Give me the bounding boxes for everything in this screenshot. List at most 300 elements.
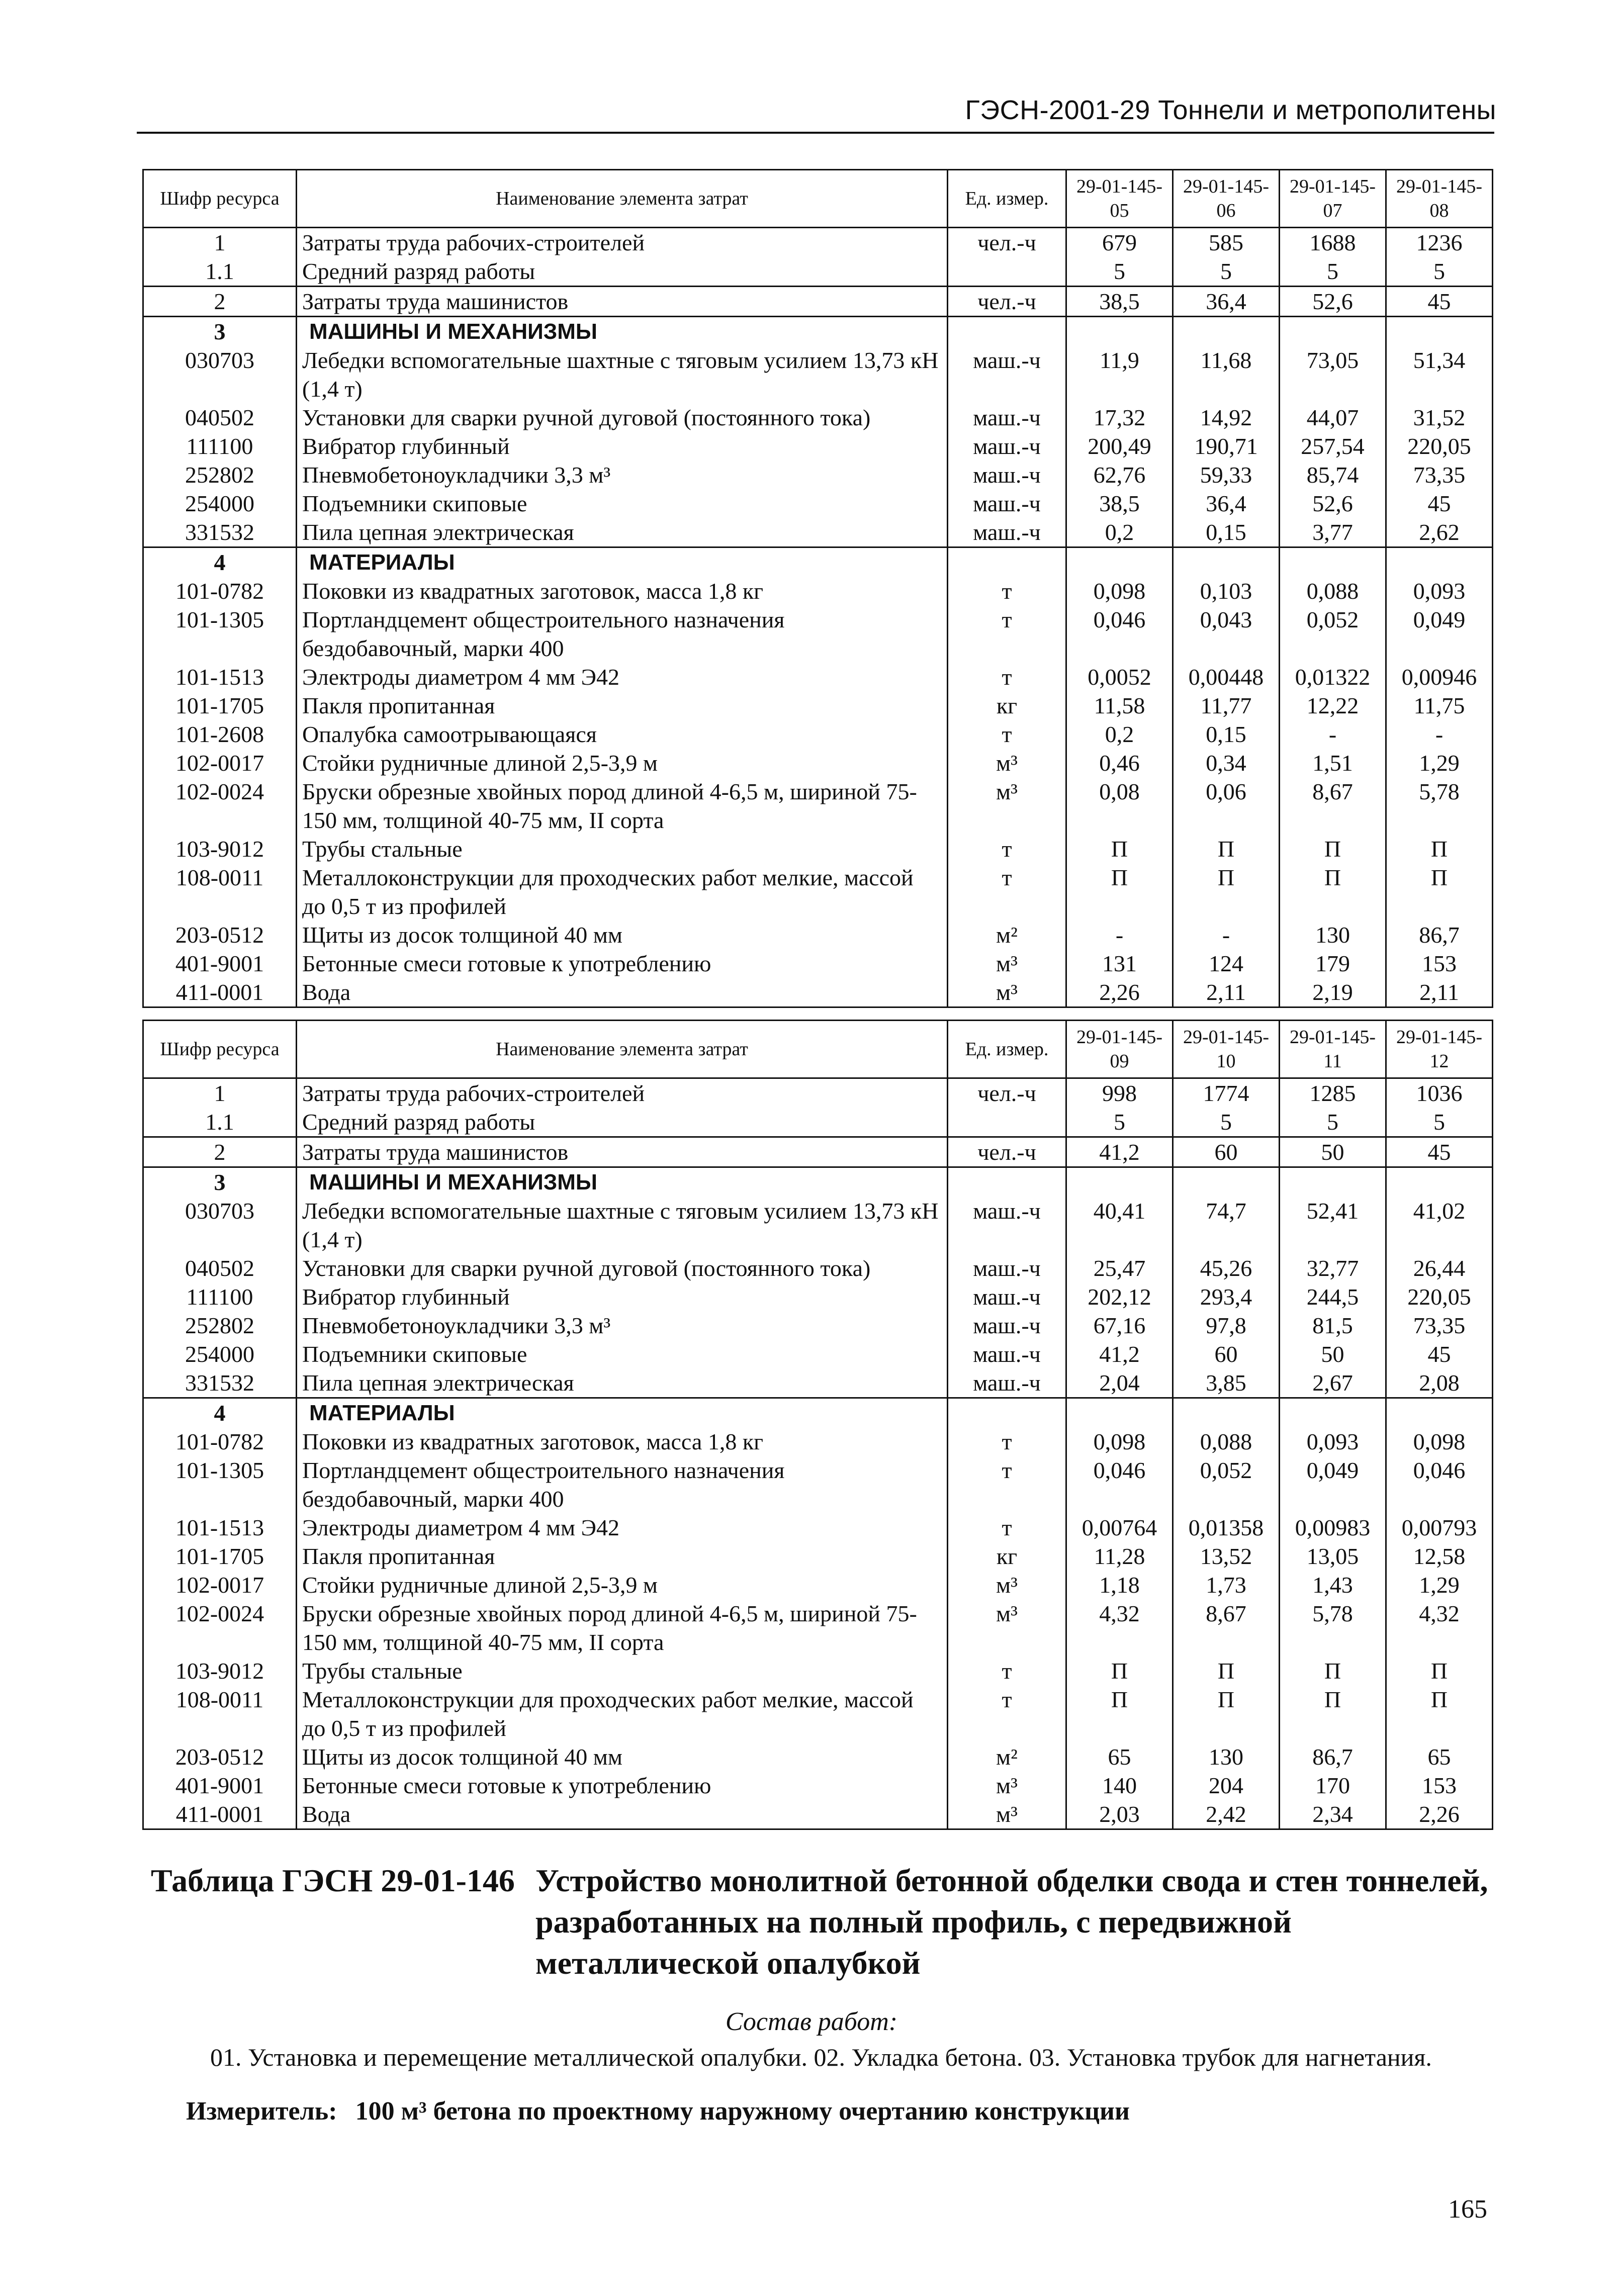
value-cell: 0,15	[1173, 720, 1280, 749]
table-row	[143, 720, 1493, 749]
resource-code-cell: 101-2608	[143, 720, 297, 749]
table-row	[143, 577, 1493, 605]
value-cell: 41,2	[1066, 1340, 1173, 1368]
unit-cell: чел.-ч	[948, 1078, 1066, 1108]
unit-cell	[948, 547, 1066, 577]
value-cell: 0,093	[1280, 1427, 1386, 1456]
table-row	[143, 1456, 1493, 1513]
table-row	[143, 863, 1493, 921]
element-name-cell: Портландцемент общестроительного назначения бездобавочный, марки 400	[297, 605, 948, 663]
value-cell: 4,32	[1066, 1599, 1173, 1657]
table-row	[143, 287, 1493, 317]
value-cell	[1386, 1398, 1493, 1428]
resource-code-cell: 101-1305	[143, 605, 297, 663]
unit-cell: м³	[948, 1599, 1066, 1657]
unit-cell: чел.-ч	[948, 1137, 1066, 1167]
table-row	[143, 1542, 1493, 1571]
resource-code-cell: 2	[143, 1137, 297, 1167]
value-cell: 0,2	[1066, 518, 1173, 547]
unit-cell: кг	[948, 1542, 1066, 1571]
value-cell	[1280, 1167, 1386, 1197]
value-cell: -	[1066, 921, 1173, 949]
value-cell: 8,67	[1173, 1599, 1280, 1657]
value-cell: 52,6	[1280, 489, 1386, 518]
resource-code-cell: 254000	[143, 1340, 297, 1368]
resource-code-cell: 331532	[143, 518, 297, 547]
resource-code-cell: 3	[143, 1167, 297, 1197]
value-cell: 12,22	[1280, 691, 1386, 720]
value-cell: 25,47	[1066, 1254, 1173, 1282]
resource-code-cell: 1.1	[143, 257, 297, 287]
value-cell: -	[1173, 921, 1280, 949]
value-cell: 38,5	[1066, 489, 1173, 518]
element-name-cell: Электроды диаметром 4 мм Э42	[297, 663, 948, 691]
value-cell: 1,51	[1280, 749, 1386, 777]
value-cell: П	[1173, 1657, 1280, 1685]
value-cell: 220,05	[1386, 432, 1493, 461]
value-cell: 0,052	[1173, 1456, 1280, 1513]
value-cell: 2,62	[1386, 518, 1493, 547]
value-cell: 140	[1066, 1771, 1173, 1800]
value-cell	[1173, 1398, 1280, 1428]
value-cell: 2,26	[1386, 1800, 1493, 1829]
element-name-cell: Установки для сварки ручной дуговой (постоянного тока)	[297, 403, 948, 432]
value-cell: 1,73	[1173, 1571, 1280, 1599]
unit-cell: т	[948, 605, 1066, 663]
table-row	[143, 346, 1493, 403]
table-row	[143, 1197, 1493, 1254]
value-cell: 0,46	[1066, 749, 1173, 777]
unit-cell: т	[948, 720, 1066, 749]
element-name-cell: Лебедки вспомогательные шахтные с тяговым усилием 13,73 кН (1,4 т)	[297, 1197, 948, 1254]
unit-cell: м³	[948, 777, 1066, 835]
value-cell: 74,7	[1173, 1197, 1280, 1254]
table-header-row	[143, 1021, 1493, 1078]
value-cell: 31,52	[1386, 403, 1493, 432]
value-cell: 81,5	[1280, 1311, 1386, 1340]
value-cell: 97,8	[1173, 1311, 1280, 1340]
value-cell: 26,44	[1386, 1254, 1493, 1282]
value-cell: 0,098	[1066, 1427, 1173, 1456]
table-row	[143, 1800, 1493, 1829]
unit-cell: т	[948, 1427, 1066, 1456]
value-cell: П	[1066, 835, 1173, 863]
value-cell: 0,01322	[1280, 663, 1386, 691]
value-cell: 41,02	[1386, 1197, 1493, 1254]
value-cell: 11,75	[1386, 691, 1493, 720]
value-cell	[1386, 547, 1493, 577]
value-cell: 36,4	[1173, 489, 1280, 518]
section-row	[143, 547, 1493, 577]
unit-cell: маш.-ч	[948, 461, 1066, 489]
value-cell: 244,5	[1280, 1282, 1386, 1311]
element-name-cell: Вибратор глубинный	[297, 432, 948, 461]
header-rule	[137, 132, 1494, 134]
value-cell	[1066, 1167, 1173, 1197]
value-cell: 0,043	[1173, 605, 1280, 663]
value-cell: 11,77	[1173, 691, 1280, 720]
value-cell: 73,35	[1386, 1311, 1493, 1340]
unit-cell: м³	[948, 978, 1066, 1007]
value-cell	[1386, 317, 1493, 346]
element-name-cell: Подъемники скиповые	[297, 489, 948, 518]
resource-code-cell: 2	[143, 287, 297, 317]
value-cell: 0,00448	[1173, 663, 1280, 691]
value-cell: П	[1280, 1657, 1386, 1685]
table-row	[143, 835, 1493, 863]
unit-cell: маш.-ч	[948, 1254, 1066, 1282]
col-norm-header: 29-01-145-05	[1066, 170, 1173, 228]
table-row	[143, 489, 1493, 518]
element-name-cell: Затраты труда рабочих-строителей	[297, 1078, 948, 1108]
value-cell: 0,0052	[1066, 663, 1173, 691]
resource-code-cell: 108-0011	[143, 1685, 297, 1742]
value-cell: 190,71	[1173, 432, 1280, 461]
value-cell	[1173, 1167, 1280, 1197]
value-cell: П	[1386, 1657, 1493, 1685]
col-name-header: Наименование элемента затрат	[297, 170, 948, 228]
value-cell: 130	[1173, 1742, 1280, 1771]
resource-table-145-05-08	[142, 169, 1493, 1008]
value-cell: 0,2	[1066, 720, 1173, 749]
element-name-cell: Поковки из квадратных заготовок, масса 1,8 кг	[297, 1427, 948, 1456]
running-header: ГЭСН-2001-29 Тоннели и метрополитены	[965, 95, 1496, 125]
table-row	[143, 1657, 1493, 1685]
value-cell: 202,12	[1066, 1282, 1173, 1311]
value-cell: П	[1066, 1657, 1173, 1685]
value-cell: П	[1173, 1685, 1280, 1742]
table-row	[143, 949, 1493, 978]
value-cell: 38,5	[1066, 287, 1173, 317]
table-title-text: Устройство монолитной бетонной обделки свода и стен тоннелей, разработанных на полный профиль, с передвижной металлической опалубкой	[535, 1863, 1488, 1981]
unit-cell	[948, 257, 1066, 287]
col-code-header: Шифр ресурса	[143, 1021, 297, 1078]
value-cell	[1280, 547, 1386, 577]
unit-cell: т	[948, 1657, 1066, 1685]
resource-code-cell: 030703	[143, 346, 297, 403]
works-description: 01. Установка и перемещение металлической опалубки. 02. Укладка бетона. 03. Установка трубок для нагнетания.	[210, 2043, 1432, 2071]
unit-cell: м³	[948, 1571, 1066, 1599]
unit-cell: т	[948, 1685, 1066, 1742]
table-row	[143, 749, 1493, 777]
resource-code-cell: 401-9001	[143, 1771, 297, 1800]
resource-code-cell: 101-1513	[143, 1513, 297, 1542]
value-cell	[1386, 1167, 1493, 1197]
unit-cell: маш.-ч	[948, 346, 1066, 403]
value-cell: 0,06	[1173, 777, 1280, 835]
unit-cell: м³	[948, 949, 1066, 978]
value-cell: П	[1280, 835, 1386, 863]
value-cell: 1774	[1173, 1078, 1280, 1108]
value-cell: 12,58	[1386, 1542, 1493, 1571]
value-cell: 293,4	[1173, 1282, 1280, 1311]
value-cell	[1280, 1398, 1386, 1428]
table-row	[143, 518, 1493, 547]
element-name-cell: Бруски обрезные хвойных пород длиной 4-6,5 м, шириной 75-150 мм, толщиной 40-75 мм, II сорта	[297, 1599, 948, 1657]
table-body	[143, 228, 1493, 1007]
resource-code-cell: 102-0024	[143, 777, 297, 835]
value-cell: 11,9	[1066, 346, 1173, 403]
element-name-cell: Щиты из досок толщиной 40 мм	[297, 1742, 948, 1771]
element-name-cell: Средний разряд работы	[297, 1108, 948, 1137]
value-cell: 153	[1386, 949, 1493, 978]
value-cell: П	[1386, 835, 1493, 863]
value-cell: 2,67	[1280, 1368, 1386, 1398]
value-cell: 62,76	[1066, 461, 1173, 489]
element-name-cell: Стойки рудничные длиной 2,5-3,9 м	[297, 749, 948, 777]
value-cell: 679	[1066, 228, 1173, 257]
value-cell: 5	[1280, 257, 1386, 287]
value-cell: 51,34	[1386, 346, 1493, 403]
value-cell: 0,098	[1066, 577, 1173, 605]
table-row	[143, 978, 1493, 1007]
value-cell: 65	[1066, 1742, 1173, 1771]
value-cell: 0,00983	[1280, 1513, 1386, 1542]
element-name-cell: Вибратор глубинный	[297, 1282, 948, 1311]
value-cell: 1,43	[1280, 1571, 1386, 1599]
value-cell: 1,18	[1066, 1571, 1173, 1599]
value-cell: 585	[1173, 228, 1280, 257]
value-cell	[1173, 547, 1280, 577]
value-cell: 65	[1386, 1742, 1493, 1771]
value-cell: П	[1173, 863, 1280, 921]
value-cell	[1173, 317, 1280, 346]
resource-code-cell: 252802	[143, 461, 297, 489]
element-name-cell: Щиты из досок толщиной 40 мм	[297, 921, 948, 949]
unit-cell: маш.-ч	[948, 518, 1066, 547]
element-name-cell: Пневмобетоноукладчики 3,3 м³	[297, 461, 948, 489]
section-row	[143, 1167, 1493, 1197]
unit-cell: т	[948, 835, 1066, 863]
resource-code-cell: 3	[143, 317, 297, 346]
value-cell: 0,046	[1386, 1456, 1493, 1513]
table-header-row	[143, 170, 1493, 228]
col-norm-header: 29-01-145-06	[1173, 170, 1280, 228]
element-name-cell: Пила цепная электрическая	[297, 518, 948, 547]
unit-cell: м³	[948, 1771, 1066, 1800]
resource-code-cell: 103-9012	[143, 1657, 297, 1685]
resource-code-cell: 101-1305	[143, 1456, 297, 1513]
value-cell: 86,7	[1280, 1742, 1386, 1771]
value-cell: 0,098	[1386, 1427, 1493, 1456]
table-row	[143, 663, 1493, 691]
value-cell: 5	[1280, 1108, 1386, 1137]
works-heading: Состав работ:	[725, 2007, 898, 2036]
value-cell: 52,6	[1280, 287, 1386, 317]
resource-code-cell: 1	[143, 1078, 297, 1108]
element-name-cell: Поковки из квадратных заготовок, масса 1,8 кг	[297, 577, 948, 605]
unit-cell	[948, 317, 1066, 346]
section-row	[143, 317, 1493, 346]
element-name-cell: Трубы стальные	[297, 1657, 948, 1685]
value-cell: 3,77	[1280, 518, 1386, 547]
value-cell: 60	[1173, 1137, 1280, 1167]
value-cell: 8,67	[1280, 777, 1386, 835]
table-title-label: Таблица ГЭСН 29-01-146	[151, 1863, 515, 1898]
value-cell: 2,03	[1066, 1800, 1173, 1829]
value-cell: 41,2	[1066, 1137, 1173, 1167]
col-norm-header: 29-01-145-07	[1280, 170, 1386, 228]
element-name-cell: Вода	[297, 978, 948, 1007]
table-row	[143, 691, 1493, 720]
unit-cell: маш.-ч	[948, 1311, 1066, 1340]
value-cell: 1,29	[1386, 1571, 1493, 1599]
value-cell: 0,052	[1280, 605, 1386, 663]
value-cell: 0,01358	[1173, 1513, 1280, 1542]
value-cell: 4,32	[1386, 1599, 1493, 1657]
measure-label: Измеритель:	[186, 2097, 337, 2126]
measure-unit	[186, 2096, 1130, 2126]
resource-code-cell: 1	[143, 228, 297, 257]
value-cell: 0,00946	[1386, 663, 1493, 691]
table-row	[143, 1340, 1493, 1368]
value-cell: 5	[1386, 1108, 1493, 1137]
value-cell	[1066, 317, 1173, 346]
value-cell: 131	[1066, 949, 1173, 978]
unit-cell: чел.-ч	[948, 287, 1066, 317]
value-cell: 170	[1280, 1771, 1386, 1800]
col-norm-header: 29-01-145-10	[1173, 1021, 1280, 1078]
unit-cell: маш.-ч	[948, 403, 1066, 432]
element-name-cell: Стойки рудничные длиной 2,5-3,9 м	[297, 1571, 948, 1599]
value-cell: 2,26	[1066, 978, 1173, 1007]
table-row	[143, 257, 1493, 287]
value-cell: 1036	[1386, 1078, 1493, 1108]
resource-code-cell: 111100	[143, 432, 297, 461]
col-norm-header: 29-01-145-09	[1066, 1021, 1173, 1078]
unit-cell	[948, 1108, 1066, 1137]
unit-cell: т	[948, 863, 1066, 921]
value-cell: 5	[1066, 257, 1173, 287]
col-unit-header: Ед. измер.	[948, 170, 1066, 228]
value-cell: 5	[1173, 257, 1280, 287]
value-cell: 2,08	[1386, 1368, 1493, 1398]
value-cell: 59,33	[1173, 461, 1280, 489]
table-row	[143, 1599, 1493, 1657]
table-row	[143, 432, 1493, 461]
resource-code-cell: 254000	[143, 489, 297, 518]
value-cell: 11,28	[1066, 1542, 1173, 1571]
element-name-cell: Пневмобетоноукладчики 3,3 м³	[297, 1311, 948, 1340]
table-title	[151, 1860, 1508, 1984]
resource-code-cell: 040502	[143, 403, 297, 432]
element-name-cell: Пакля пропитанная	[297, 691, 948, 720]
resource-code-cell: 331532	[143, 1368, 297, 1398]
unit-cell: маш.-ч	[948, 1368, 1066, 1398]
unit-cell: т	[948, 1456, 1066, 1513]
value-cell: 50	[1280, 1137, 1386, 1167]
value-cell: 14,92	[1173, 403, 1280, 432]
unit-cell: маш.-ч	[948, 489, 1066, 518]
value-cell: 1688	[1280, 228, 1386, 257]
unit-cell: чел.-ч	[948, 228, 1066, 257]
element-name-cell: МАТЕРИАЛЫ	[297, 1398, 948, 1428]
element-name-cell: Бетонные смеси готовые к употреблению	[297, 949, 948, 978]
value-cell: 0,08	[1066, 777, 1173, 835]
resource-code-cell: 203-0512	[143, 921, 297, 949]
value-cell: -	[1280, 720, 1386, 749]
resource-code-cell: 411-0001	[143, 978, 297, 1007]
value-cell: 1285	[1280, 1078, 1386, 1108]
resource-code-cell: 203-0512	[143, 1742, 297, 1771]
value-cell: 0,00793	[1386, 1513, 1493, 1542]
value-cell: 257,54	[1280, 432, 1386, 461]
table-row	[143, 1311, 1493, 1340]
resource-code-cell: 101-1513	[143, 663, 297, 691]
value-cell: П	[1066, 1685, 1173, 1742]
unit-cell: м²	[948, 1742, 1066, 1771]
value-cell: П	[1066, 863, 1173, 921]
value-cell: 36,4	[1173, 287, 1280, 317]
table-row	[143, 605, 1493, 663]
value-cell: 44,07	[1280, 403, 1386, 432]
element-name-cell: Затраты труда рабочих-строителей	[297, 228, 948, 257]
col-name-header: Наименование элемента затрат	[297, 1021, 948, 1078]
table-row	[143, 1078, 1493, 1108]
resource-code-cell: 102-0024	[143, 1599, 297, 1657]
resource-code-cell: 101-0782	[143, 1427, 297, 1456]
table-row	[143, 1571, 1493, 1599]
resource-code-cell: 102-0017	[143, 1571, 297, 1599]
element-name-cell: Затраты труда машинистов	[297, 1137, 948, 1167]
element-name-cell: МАШИНЫ И МЕХАНИЗМЫ	[297, 1167, 948, 1197]
unit-cell: маш.-ч	[948, 1340, 1066, 1368]
value-cell: 17,32	[1066, 403, 1173, 432]
table-row	[143, 1108, 1493, 1137]
resource-code-cell: 040502	[143, 1254, 297, 1282]
element-name-cell: Металлоконструкции для проходческих работ мелкие, массой до 0,5 т из профилей	[297, 1685, 948, 1742]
resource-code-cell: 111100	[143, 1282, 297, 1311]
table-row	[143, 403, 1493, 432]
value-cell: 86,7	[1386, 921, 1493, 949]
value-cell: 998	[1066, 1078, 1173, 1108]
value-cell: 200,49	[1066, 432, 1173, 461]
value-cell: 67,16	[1066, 1311, 1173, 1340]
value-cell: П	[1173, 835, 1280, 863]
table-row	[143, 1771, 1493, 1800]
value-cell: 2,34	[1280, 1800, 1386, 1829]
unit-cell: маш.-ч	[948, 1197, 1066, 1254]
value-cell: 52,41	[1280, 1197, 1386, 1254]
element-name-cell: Портландцемент общестроительного назначения бездобавочный, марки 400	[297, 1456, 948, 1513]
value-cell: 45	[1386, 287, 1493, 317]
resource-code-cell: 101-1705	[143, 691, 297, 720]
resource-code-cell: 108-0011	[143, 863, 297, 921]
value-cell: 0,088	[1280, 577, 1386, 605]
value-cell: 2,11	[1386, 978, 1493, 1007]
value-cell: П	[1386, 1685, 1493, 1742]
value-cell: 13,52	[1173, 1542, 1280, 1571]
value-cell: 11,58	[1066, 691, 1173, 720]
value-cell: 204	[1173, 1771, 1280, 1800]
value-cell: П	[1280, 1685, 1386, 1742]
value-cell	[1280, 317, 1386, 346]
resource-code-cell: 102-0017	[143, 749, 297, 777]
value-cell: 2,11	[1173, 978, 1280, 1007]
value-cell: 2,42	[1173, 1800, 1280, 1829]
unit-cell: маш.-ч	[948, 432, 1066, 461]
table-row	[143, 1254, 1493, 1282]
value-cell: 5,78	[1386, 777, 1493, 835]
value-cell: 3,85	[1173, 1368, 1280, 1398]
value-cell: 179	[1280, 949, 1386, 978]
value-cell: 45,26	[1173, 1254, 1280, 1282]
value-cell: 32,77	[1280, 1254, 1386, 1282]
value-cell: 45	[1386, 1340, 1493, 1368]
element-name-cell: Опалубка самоотрывающаяся	[297, 720, 948, 749]
section-row	[143, 1398, 1493, 1428]
unit-cell: м³	[948, 1800, 1066, 1829]
